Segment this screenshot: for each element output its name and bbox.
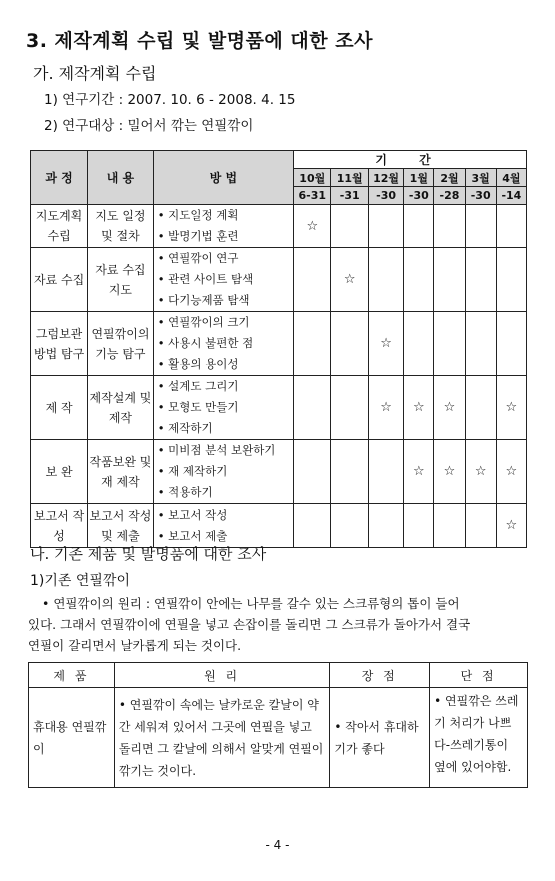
cmp-header-product: 제 품 [29, 663, 115, 688]
schedule-row [31, 312, 527, 376]
subsection-heading-plan: 가. 제작계획 수립 [33, 64, 157, 83]
row-methods [153, 376, 293, 440]
row-content: 작품보완 및 재 제작 [88, 440, 154, 504]
header-step: 과 정 [31, 151, 88, 205]
cmp-header-principle: 원 리 [114, 663, 330, 688]
month-range: -30 [368, 187, 403, 205]
row-methods [153, 504, 293, 548]
row-content: 지도 일정 및 절차 [88, 205, 154, 248]
row-step: 보 완 [31, 440, 88, 504]
star-mark: ☆ [465, 440, 496, 504]
method-item: • 미비점 분석 보완하기 [157, 443, 276, 457]
row-step: 자료 수집 [31, 248, 88, 312]
method-item: • 적용하기 [157, 485, 213, 499]
month-range: -14 [496, 187, 526, 205]
method-item: • 보고서 제출 [157, 528, 228, 543]
empty-month-cell [465, 205, 496, 248]
existing-product-heading: 1)기존 연필깎이 [30, 573, 130, 589]
cmp-header-cons: 단 점 [430, 663, 528, 688]
method-item: • 보고서 작성 [157, 507, 228, 522]
row-content: 자료 수집 지도 [88, 248, 154, 312]
row-content: 연필깎이의 기능 탐구 [88, 312, 154, 376]
schedule-row [31, 440, 527, 504]
month-range: 6-31 [294, 187, 331, 205]
empty-month-cell [294, 248, 331, 312]
empty-month-cell [368, 440, 403, 504]
row-methods [153, 312, 293, 376]
row-step: 제 작 [31, 376, 88, 440]
row-step: 지도계획 수립 [31, 205, 88, 248]
header-content: 내 용 [88, 151, 154, 205]
schedule-table [30, 150, 527, 548]
principle-line-3: 연필이 갈리면서 날카롭게 되는 것이다. [28, 638, 242, 653]
method-item: • 발명기법 훈련 [157, 229, 239, 243]
empty-month-cell [496, 312, 526, 376]
empty-month-cell [465, 504, 496, 548]
empty-month-cell [434, 504, 465, 548]
schedule-row [31, 248, 527, 312]
page-number: - 4 - [265, 838, 290, 852]
schedule-row [31, 205, 527, 248]
row-methods [153, 205, 293, 248]
month-header: 10월 [294, 169, 331, 187]
empty-month-cell [294, 376, 331, 440]
cmp-header-pros: 장 점 [330, 663, 430, 688]
star-mark: ☆ [496, 504, 526, 548]
row-step: 보고서 작성 [31, 504, 88, 548]
star-mark: ☆ [496, 376, 526, 440]
method-item: • 모형도 만들기 [157, 400, 239, 414]
empty-month-cell [496, 248, 526, 312]
star-mark: ☆ [404, 440, 434, 504]
method-item: • 지도일정 계획 [157, 208, 239, 222]
row-step: 그럼보관 방법 탐구 [31, 312, 88, 376]
schedule-row [31, 376, 527, 440]
principle-line-2: 있다. 그래서 연필깎이에 연필을 넣고 손잡이를 돌리면 그 스크류가 돌아가서 결국 [28, 617, 471, 632]
empty-month-cell [465, 376, 496, 440]
empty-month-cell [434, 248, 465, 312]
star-mark: ☆ [368, 376, 403, 440]
empty-month-cell [294, 504, 331, 548]
empty-month-cell [294, 312, 331, 376]
month-header: 2월 [434, 169, 465, 187]
star-mark: ☆ [434, 440, 465, 504]
method-item: • 재 제작하기 [157, 464, 228, 478]
month-range: -30 [404, 187, 434, 205]
month-header: 11월 [331, 169, 368, 187]
month-range: -31 [331, 187, 368, 205]
row-content: 보고서 작성 및 제출 [88, 504, 154, 548]
empty-month-cell [496, 205, 526, 248]
empty-month-cell [331, 376, 368, 440]
star-mark: ☆ [404, 376, 434, 440]
row-content: 제작설계 및 제작 [88, 376, 154, 440]
empty-month-cell [434, 205, 465, 248]
star-mark: ☆ [434, 376, 465, 440]
research-period: 1) 연구기간 : 2007. 10. 6 - 2008. 4. 15 [44, 92, 296, 108]
header-period: 기 간 [294, 151, 527, 169]
row-methods [153, 248, 293, 312]
empty-month-cell [294, 440, 331, 504]
schedule-row [31, 504, 527, 548]
empty-month-cell [465, 248, 496, 312]
cmp-product: 휴대용 연필깎이 [29, 688, 115, 788]
star-mark: ☆ [294, 205, 331, 248]
header-method: 방 법 [153, 151, 293, 205]
comparison-table [28, 662, 528, 788]
research-subject: 2) 연구대상 : 밀어서 깎는 연필깎이 [44, 118, 254, 134]
cmp-cons: • 연필깎은 쓰레기 처리가 나쁘다-쓰레기통이 옆에 있어야함. [430, 688, 528, 788]
star-mark: ☆ [331, 248, 368, 312]
month-header: 4월 [496, 169, 526, 187]
star-mark: ☆ [496, 440, 526, 504]
empty-month-cell [331, 440, 368, 504]
empty-month-cell [331, 504, 368, 548]
subsection-heading-survey: 나. 기존 제품 및 발명품에 대한 조사 [30, 545, 267, 563]
method-item: • 제작하기 [157, 421, 213, 435]
month-header: 3월 [465, 169, 496, 187]
row-methods [153, 440, 293, 504]
method-item: • 다기능제품 탐색 [157, 293, 250, 307]
empty-month-cell [331, 312, 368, 376]
method-item: • 설계도 그리기 [157, 379, 239, 393]
empty-month-cell [404, 248, 434, 312]
method-item: • 사용시 불편한 점 [157, 336, 254, 350]
principle-line-1: • 연필깎이의 원리 : 연필깎이 안에는 나무를 갈수 있는 스크류형의 톱이 들어 [42, 596, 460, 611]
month-range: -30 [465, 187, 496, 205]
empty-month-cell [465, 312, 496, 376]
empty-month-cell [404, 205, 434, 248]
method-item: • 활용의 용이성 [157, 357, 239, 371]
empty-month-cell [404, 504, 434, 548]
empty-month-cell [434, 312, 465, 376]
empty-month-cell [331, 205, 368, 248]
empty-month-cell [368, 248, 403, 312]
empty-month-cell [368, 205, 403, 248]
month-header: 12월 [368, 169, 403, 187]
cmp-pros: • 작아서 휴대하기가 좋다 [330, 688, 430, 788]
month-range: -28 [434, 187, 465, 205]
method-item: • 연필깎이 연구 [157, 251, 239, 265]
month-header: 1월 [404, 169, 434, 187]
method-item: • 연필깎이의 크기 [157, 315, 250, 329]
empty-month-cell [404, 312, 434, 376]
method-item: • 관련 사이트 탐색 [157, 272, 254, 286]
star-mark: ☆ [368, 312, 403, 376]
cmp-principle: • 연필깎이 속에는 날카로운 칼날이 약간 세워져 있어서 그곳에 연필을 넣고 돌리면 그 칼날에 의해서 알맞게 연필이 깎기는 것이다. [114, 688, 330, 788]
section-heading: 3. 제작계획 수립 및 발명품에 대한 조사 [26, 30, 373, 52]
empty-month-cell [368, 504, 403, 548]
